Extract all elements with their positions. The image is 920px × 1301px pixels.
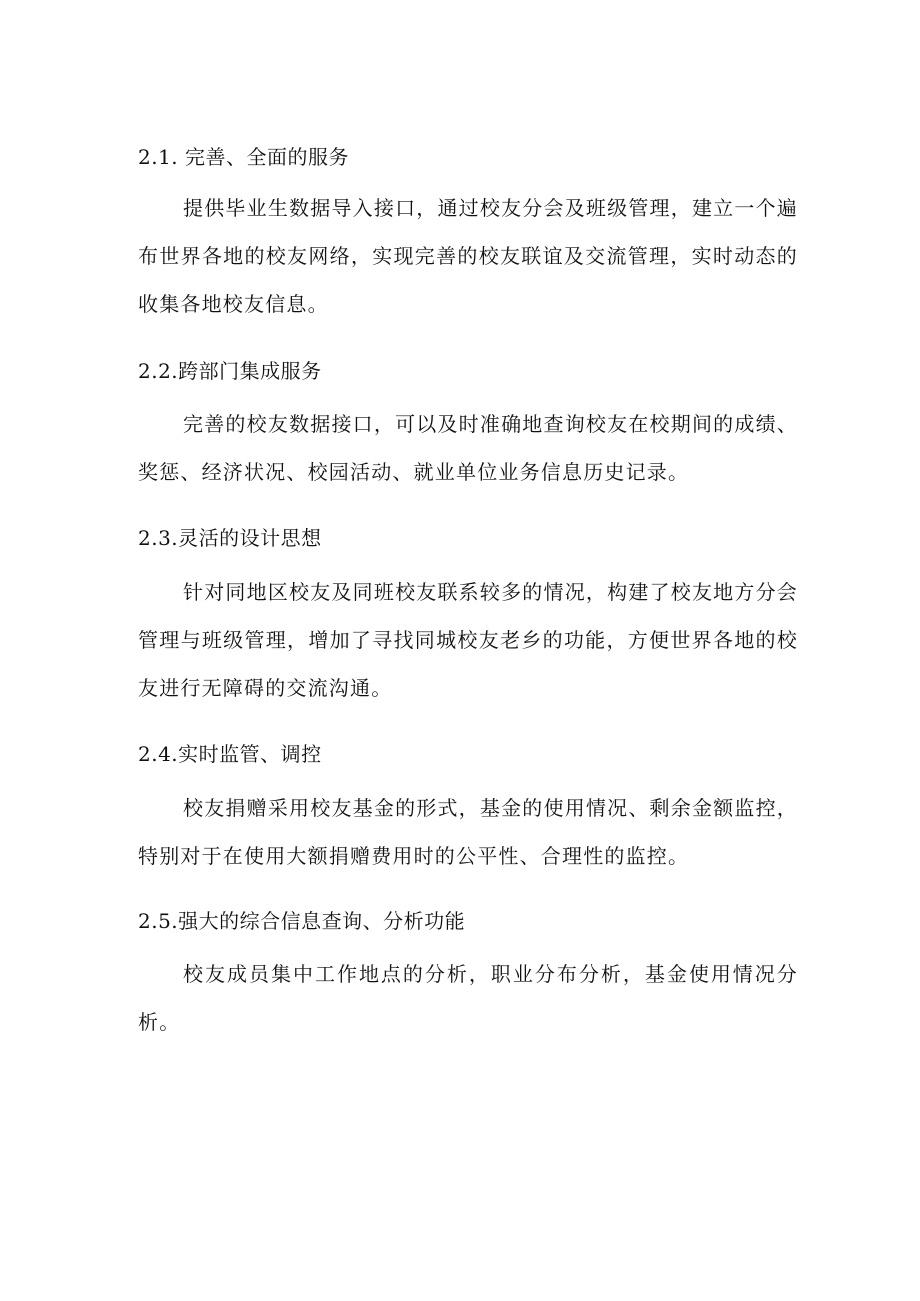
- section-body-2-5: 校友成员集中工作地点的分析，职业分布分析，基金使用情况分析。: [138, 962, 798, 1034]
- section-heading-2-1: 2.1. 完善、全面的服务: [138, 145, 350, 169]
- section-heading-2-3: 2.3.灵活的设计思想: [138, 526, 322, 550]
- section-heading-2-2: 2.2.跨部门集成服务: [138, 359, 322, 383]
- section-heading-2-4: 2.4.实时监管、调控: [138, 742, 322, 766]
- section-body-2-3: 针对同地区校友及同班校友联系较多的情况，构建了校友地方分会管理与班级管理，增加了寻找同城校友老乡的功能，方便世界各地的校友进行无障碍的交流沟通。: [138, 580, 798, 700]
- section-heading-2-5: 2.5.强大的综合信息查询、分析功能: [138, 909, 466, 933]
- section-body-2-2: 完善的校友数据接口，可以及时准确地查询校友在校期间的成绩、奖惩、经济状况、校园活动、就业单位业务信息历史记录。: [138, 412, 798, 484]
- section-body-2-4: 校友捐赠采用校友基金的形式，基金的使用情况、剩余金额监控，特别对于在使用大额捐赠费用时的公平性、合理性的监控。: [138, 796, 798, 868]
- section-body-2-1: 提供毕业生数据导入接口，通过校友分会及班级管理，建立一个遍布世界各地的校友网络，实现完善的校友联谊及交流管理，实时动态的收集各地校友信息。: [138, 196, 798, 316]
